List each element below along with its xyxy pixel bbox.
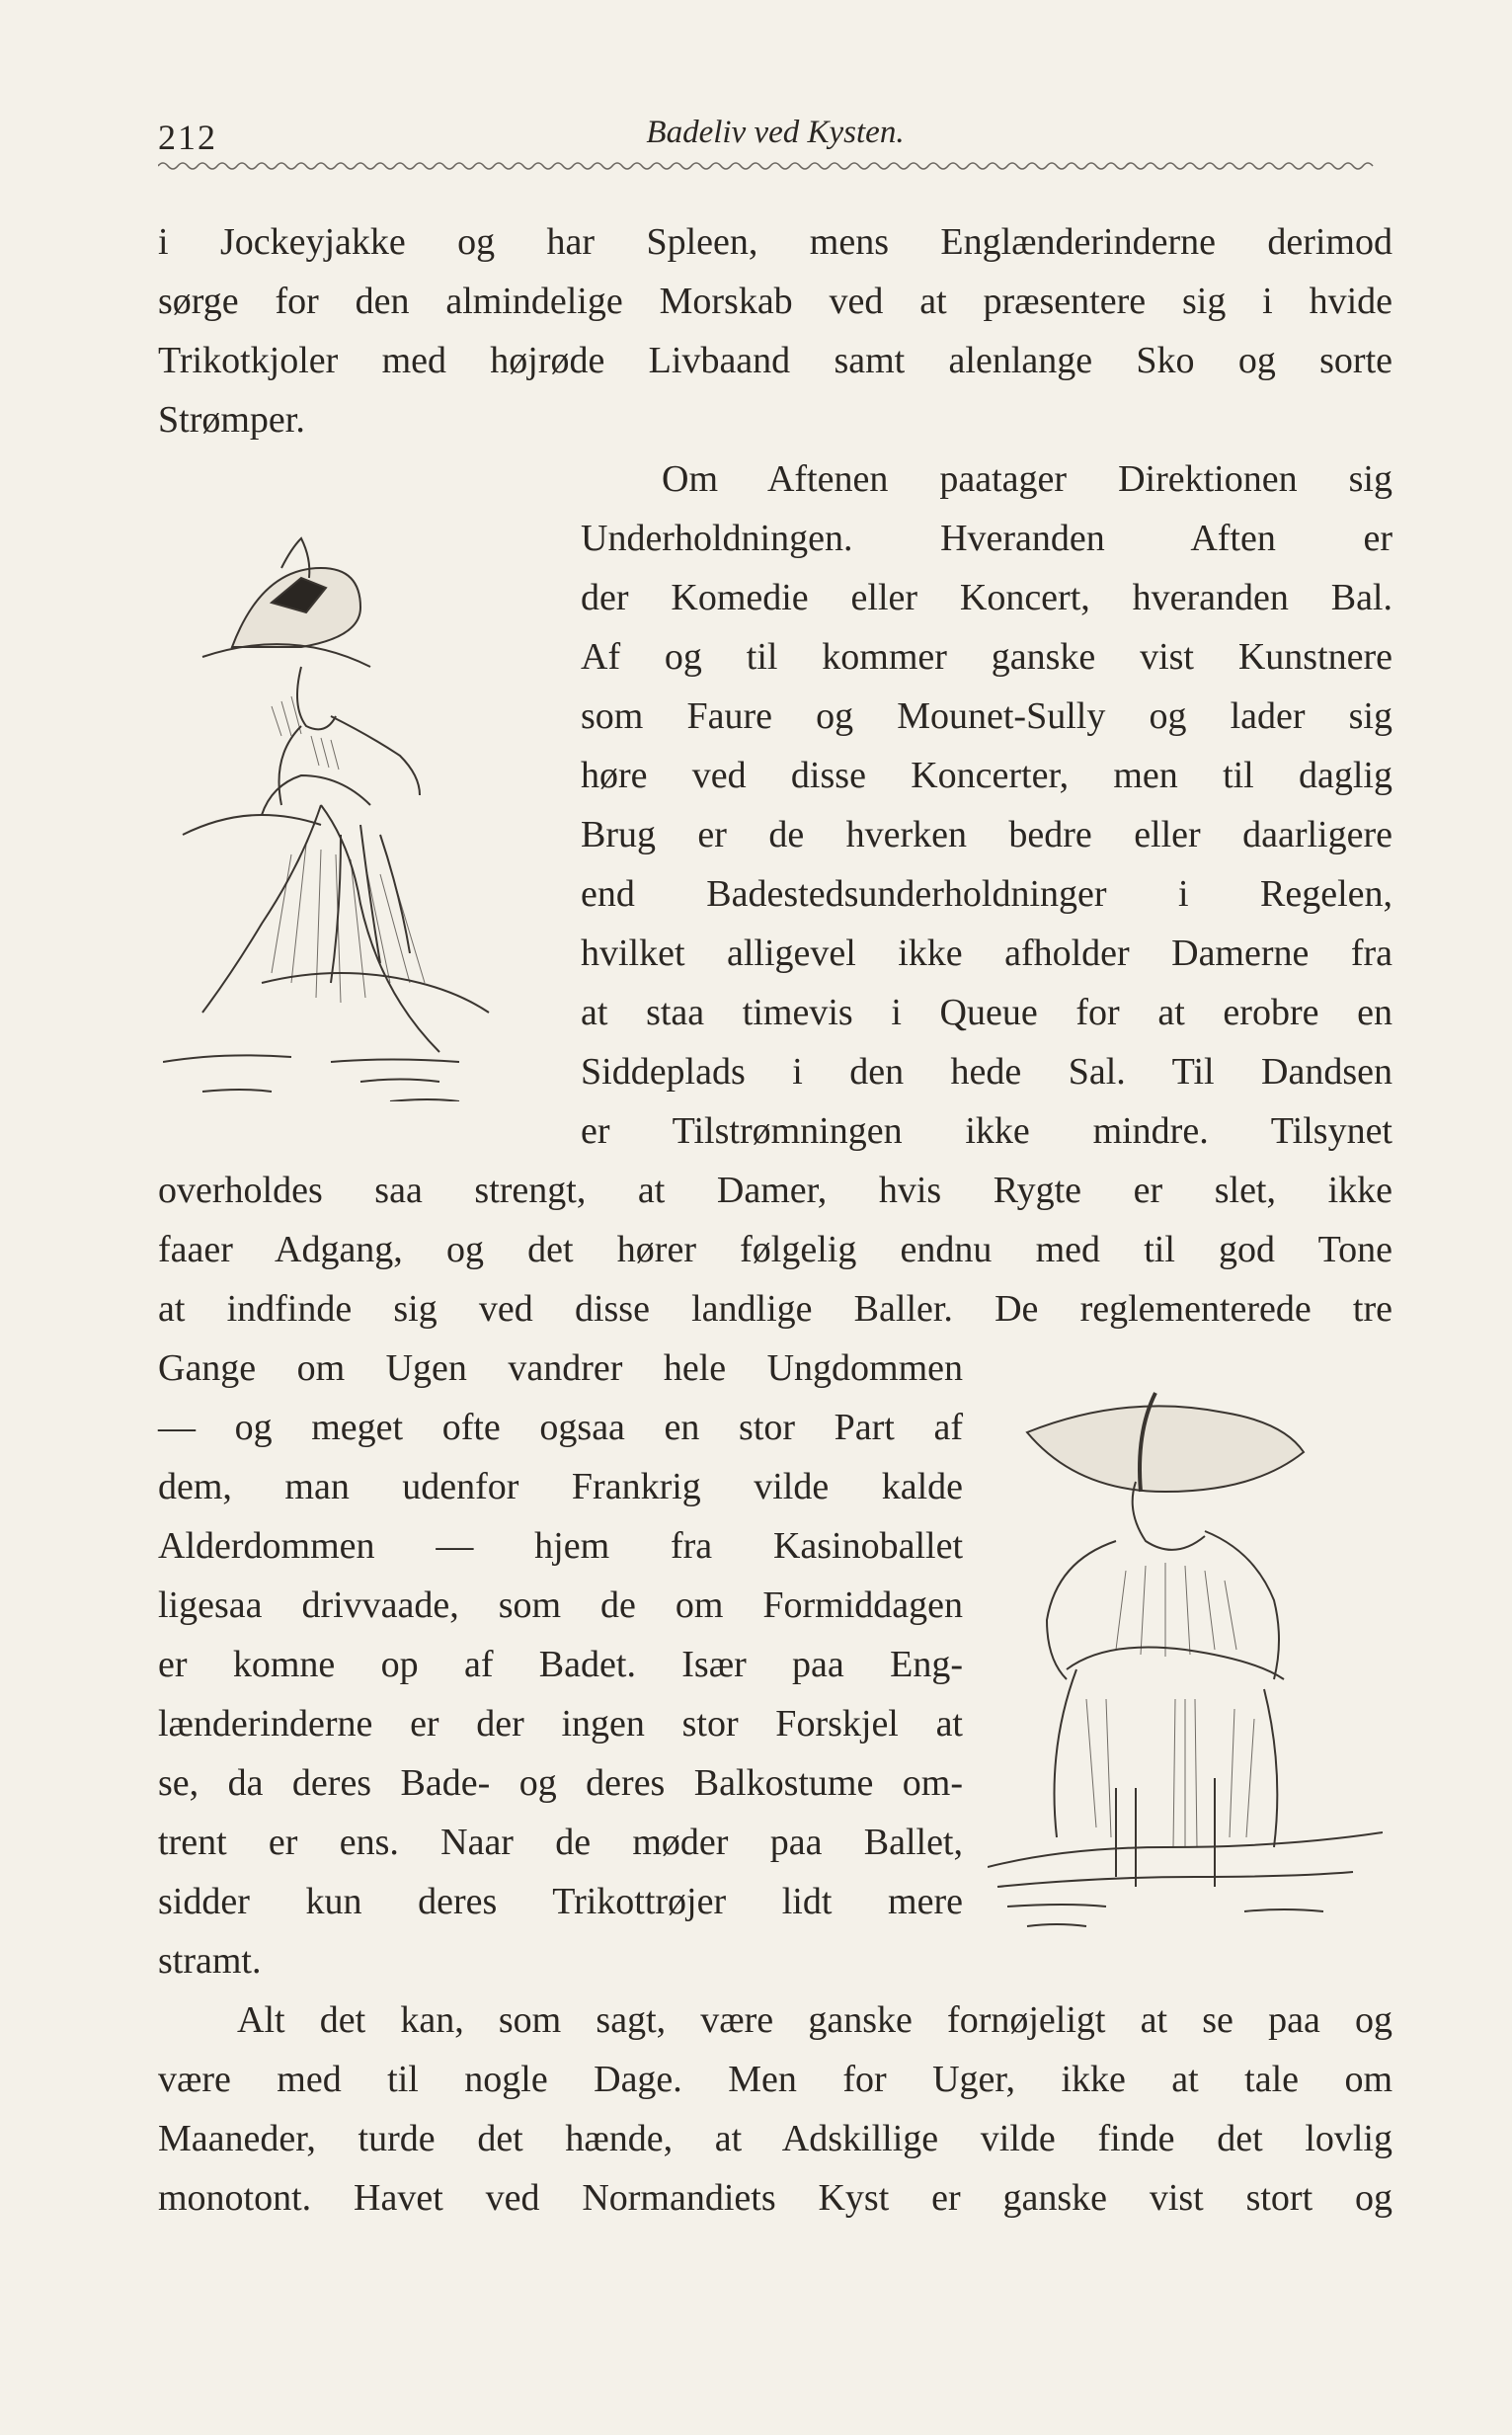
text-line: i Jockeyjakke og har Spleen, mens Englænderinderne derimod [158,221,1393,263]
text-line: end Badestedsunderholdninger i Regelen, [581,873,1393,915]
text-line: faaer Adgang, og det hører følgelig endnu med til god Tone [158,1229,1393,1270]
text-line: at indfinde sig ved disse landlige Baller. De reglementerede tre [158,1288,1393,1330]
text-line: lænderinderne er der ingen stor Forskjel at [158,1703,963,1745]
text-line: Strømper. [158,399,305,441]
text-line: Brug er de hverken bedre eller daarligere [581,814,1393,855]
text-line: — og meget ofte ogsaa en stor Part af [158,1407,963,1448]
text-line: hvilket alligevel ikke afholder Damerne fra [581,933,1393,974]
text-line: er komne op af Badet. Især paa Eng- [158,1644,963,1685]
page-number: 212 [158,118,217,157]
text-line: Gange om Ugen vandrer hele Ungdommen [158,1347,963,1389]
text-line: ligesaa drivvaade, som de om Formiddagen [158,1584,963,1626]
running-title: Badeliv ved Kysten. [646,115,905,150]
text-line: trent er ens. Naar de møder paa Ballet, [158,1822,963,1863]
text-line: stramt. [158,1940,262,1982]
text-line: Af og til kommer ganske vist Kunstnere [581,636,1393,678]
woman-in-bathing-dress-wading-illustration [988,1373,1383,1946]
text-line: sidder kun deres Trikottrøjer lidt mere [158,1881,963,1922]
text-line: at staa timevis i Queue for at erobre en [581,992,1393,1033]
text-line: Trikotkjoler med højrøde Livbaand samt alenlange Sko og sorte [158,340,1393,381]
text-line: Alderdommen — hjem fra Kasinoballet [158,1525,963,1567]
text-line: Alt det kan, som sagt, være ganske fornøjeligt at se paa og [237,1999,1393,2041]
text-line: høre ved disse Koncerter, men til daglig [581,755,1393,796]
text-line: sørge for den almindelige Morskab ved at præsentere sig i hvide [158,281,1393,322]
text-line: være med til nogle Dage. Men for Uger, ikke at tale om [158,2059,1393,2100]
text-line: overholdes saa strengt, at Damer, hvis Rygte er slet, ikke [158,1170,1393,1211]
text-line: monotont. Havet ved Normandiets Kyst er ganske vist stort og [158,2177,1393,2219]
text-line: Maaneder, turde det hænde, at Adskillige vilde finde det lovlig [158,2118,1393,2159]
text-line: der Komedie eller Koncert, hveranden Bal. [581,577,1393,618]
woman-with-hat-wading-illustration [163,509,548,1101]
text-line: Siddeplads i den hede Sal. Til Dandsen [581,1051,1393,1093]
text-line: dem, man udenfor Frankrig vilde kalde [158,1466,963,1507]
text-line: Om Aftenen paatager Direktionen sig [662,458,1393,500]
text-line: som Faure og Mounet-Sully og lader sig [581,695,1393,737]
text-line: se, da deres Bade- og deres Balkostume om- [158,1762,963,1804]
text-line: Underholdningen. Hveranden Aften er [581,518,1393,559]
text-line: er Tilstrømningen ikke mindre. Tilsynet [581,1110,1393,1152]
